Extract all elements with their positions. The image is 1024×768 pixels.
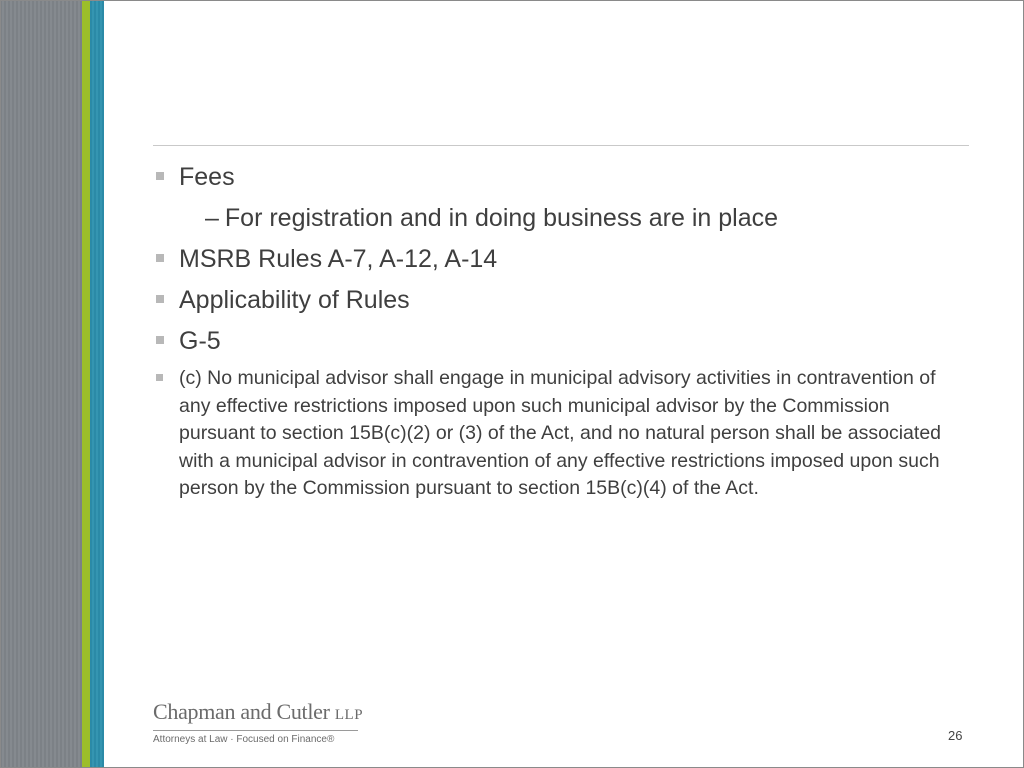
header-divider (153, 145, 969, 146)
bullet-text: Applicability of Rules (179, 286, 410, 314)
page-number: 26 (948, 728, 963, 743)
logo-tagline: Attorneys at Law · Focused on Finance® (153, 734, 335, 745)
slide-body (155, 160, 970, 510)
logo-firm-name: Chapman and Cutler (153, 699, 330, 724)
square-bullet-icon (156, 172, 164, 180)
square-bullet-icon (156, 295, 164, 303)
bullet-applicability (155, 283, 970, 317)
bullet-rule-text (155, 365, 970, 503)
square-bullet-icon (156, 254, 164, 262)
logo-divider (153, 730, 358, 731)
left-green-stripe (82, 0, 90, 768)
bullet-text: Fees (179, 163, 235, 191)
bullet-text: (c) No municipal advisor shall engage in municipal advisory activities in contravention of any effective restrictions imposed upon such municipal advisor by the Commission pursuant to section 15B(c)(2) or (3) of the Act, and no natural person shall be associated with a municipal advisor in contravention of any effective restrictions imposed upon such person by the Commission pursuant to section 15B(c)(4) of the Act. (179, 367, 942, 499)
bullet-text: MSRB Rules A-7, A-12, A-14 (179, 245, 498, 273)
left-teal-stripe (90, 0, 104, 768)
bullet-fees (155, 160, 970, 194)
sub-bullet-text: For registration and in doing business are in place (224, 204, 779, 232)
firm-logo (153, 700, 363, 745)
square-bullet-icon (156, 374, 163, 381)
dash-bullet-icon: – (205, 204, 219, 232)
bullet-g5 (155, 324, 970, 358)
logo-suffix: LLP (334, 707, 364, 723)
bullet-text: G-5 (179, 327, 221, 355)
logo-wordmark (153, 700, 363, 727)
bullet-msrb-rules (155, 242, 970, 276)
sub-bullet-registration (155, 201, 970, 235)
left-gray-stripe (0, 0, 82, 768)
square-bullet-icon (156, 336, 164, 344)
